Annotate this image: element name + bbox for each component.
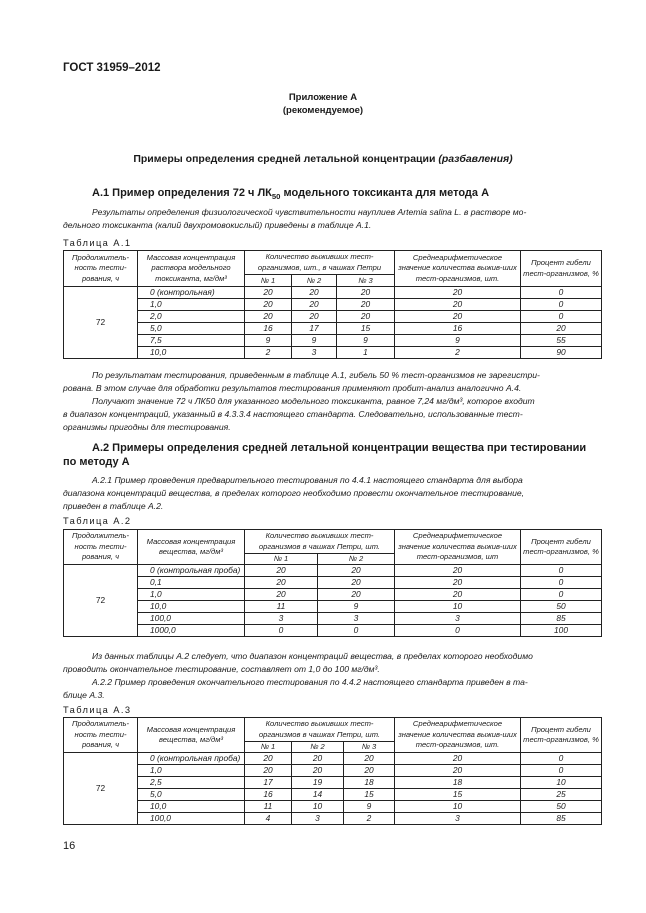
table-row — [64, 311, 602, 323]
table-cell-conc: 10,0 — [138, 601, 245, 613]
table-cell: 9 — [337, 335, 395, 347]
table-cell-conc: 0 (контрольная проба) — [138, 565, 245, 577]
table-row — [64, 601, 602, 613]
table1-header-death: Процент гибели тест-организмов, % — [521, 251, 602, 287]
t1-note-p2-line2: в диапазон концентраций, указанный в 4.3.3.4 настоящего стандарта. Следовательно, использованные тест- — [63, 409, 523, 419]
table-row — [64, 577, 602, 589]
table-cell-conc: 0,1 — [138, 577, 245, 589]
table-cell: 3 — [395, 813, 521, 825]
table2-header-conc: Массовая концентрация вещества, мг/дм³ — [138, 530, 245, 565]
table-row — [64, 789, 602, 801]
table-cell: 100 — [521, 625, 602, 637]
table-cell: 20 — [245, 287, 292, 299]
table-cell: 20 — [521, 323, 602, 335]
t1-note-p1-line1: По результатам тестирования, приведенным в таблице А.1, гибель 50 % тест-организмов не зарегистри- — [92, 370, 540, 380]
table-cell: 9 — [344, 801, 395, 813]
table-cell: 2 — [245, 347, 292, 359]
section-title-main: Примеры определения средней летальной концентрации — [133, 153, 439, 165]
heading-a1-pre: А.1 Пример определения 72 ч ЛК — [92, 187, 272, 199]
table-cell: 20 — [292, 287, 337, 299]
table-cell: 14 — [292, 789, 344, 801]
table-cell: 20 — [318, 577, 395, 589]
table-cell: 20 — [245, 765, 292, 777]
table-row — [64, 801, 602, 813]
table-cell: 20 — [395, 299, 521, 311]
table2-header-survivors: Количество выживших тест-организмов в чашках Петри, шт. — [245, 530, 395, 554]
page-number: 16 — [63, 840, 76, 852]
table-cell: 18 — [395, 777, 521, 789]
table-row — [64, 589, 602, 601]
table-cell: 85 — [521, 813, 602, 825]
t2-note-p2-line2: блице А.3. — [63, 690, 105, 700]
table-cell: 85 — [521, 613, 602, 625]
table2-header-death: Процент гибели тест-организмов, % — [521, 530, 602, 565]
table-cell: 0 — [521, 287, 602, 299]
table-cell: 4 — [245, 813, 292, 825]
table-row — [64, 347, 602, 359]
table1-header-row — [64, 251, 602, 275]
heading-a1-sub: 50 — [271, 192, 281, 202]
table-cell: 20 — [318, 589, 395, 601]
table-cell-conc: 10,0 — [138, 347, 245, 359]
table3-header-duration: Продолжитель-ность тести-рования, ч — [64, 718, 138, 753]
table-cell: 20 — [245, 589, 318, 601]
appendix-subtitle: (рекомендуемое) — [282, 105, 364, 116]
table-cell: 16 — [245, 323, 292, 335]
table-cell: 16 — [395, 323, 521, 335]
table-cell-conc: 7,5 — [138, 335, 245, 347]
table-cell: 20 — [292, 311, 337, 323]
table-cell: 9 — [395, 335, 521, 347]
table-cell: 10 — [521, 777, 602, 789]
table-cell: 20 — [292, 765, 344, 777]
document-code: ГОСТ 31959–2012 — [63, 62, 161, 74]
table-cell: 17 — [292, 323, 337, 335]
table3-header-death: Процент гибели тест-организмов, % — [521, 718, 602, 753]
table3-header-conc: Массовая концентрация вещества, мг/дм³ — [138, 718, 245, 753]
table-cell: 0 — [318, 625, 395, 637]
table2-header-duration: Продолжитель-ность тести-рования, ч — [64, 530, 138, 565]
table-cell: 0 — [521, 753, 602, 765]
table-cell: 20 — [395, 287, 521, 299]
table-cell: 15 — [395, 789, 521, 801]
table3-header-row — [64, 718, 602, 742]
table2-header-row — [64, 530, 602, 554]
table-cell: 10 — [292, 801, 344, 813]
t1-note-p1-line2: рована. В этом случае для обработки результатов тестирования применяют пробит-анализ аналогично А.4. — [63, 383, 522, 393]
a1-intro-line1: Результаты определения физиологической чувствительности науплиев Artemia salina L. в растворе мо- — [92, 207, 527, 217]
table-cell: 20 — [395, 577, 521, 589]
table3-header-mean: Среднеарифметическое значение количества выжив-ших тест-организмов, шт. — [395, 718, 521, 753]
table-cell: 20 — [245, 299, 292, 311]
table-cell-conc: 1,0 — [138, 765, 245, 777]
table-cell: 0 — [395, 625, 521, 637]
table1-header-survivors: Количество выживших тест-организмов, шт., в чашках Петри — [245, 251, 395, 275]
table-cell: 20 — [395, 753, 521, 765]
t1-note-p2-line1: Получают значение 72 ч ЛК50 для указанного модельного токсиканта, равное 7,24 мг/дм³, которое входит — [92, 396, 535, 406]
table-cell: 50 — [521, 801, 602, 813]
table-cell-conc: 10,0 — [138, 801, 245, 813]
table-row — [64, 625, 602, 637]
t1-note-p2-line3: организмы пригодны для тестирования. — [63, 422, 231, 432]
table-cell: 20 — [292, 299, 337, 311]
table-cell: 0 — [521, 299, 602, 311]
table-cell-conc: 2,0 — [138, 311, 245, 323]
table-row — [64, 753, 602, 765]
table-cell-conc: 5,0 — [138, 323, 245, 335]
table-cell: 19 — [292, 777, 344, 789]
table-cell: 15 — [344, 789, 395, 801]
table-cell: 3 — [292, 347, 337, 359]
table1-header-mean: Среднеарифметическое значение количества выжив-ших тест-организмов, шт. — [395, 251, 521, 287]
table-cell: 55 — [521, 335, 602, 347]
table-cell: 25 — [521, 789, 602, 801]
table-cell: 2 — [395, 347, 521, 359]
section-title — [0, 153, 646, 165]
table3 — [63, 717, 602, 825]
table-cell: 10 — [395, 801, 521, 813]
a2-p1-line2: диапазона концентраций вещества, в пределах которого необходимо провести окончательное тестирование, — [63, 488, 525, 498]
table-cell: 20 — [245, 311, 292, 323]
table-cell: 20 — [245, 565, 318, 577]
table-cell: 20 — [292, 753, 344, 765]
table3-dish-1: № 1 — [245, 742, 292, 753]
table-row — [64, 299, 602, 311]
table1-header-duration: Продолжитель-ность тести-рования, ч — [64, 251, 138, 287]
table-cell: 0 — [521, 765, 602, 777]
table-cell: 3 — [292, 813, 344, 825]
table2-dish-1: № 1 — [245, 554, 318, 565]
table-cell: 20 — [344, 753, 395, 765]
table-cell: 20 — [395, 311, 521, 323]
table1-caption: Таблица А.1 — [63, 238, 132, 248]
table-row — [64, 287, 602, 299]
table1-dish-1: № 1 — [245, 275, 292, 287]
table-cell: 3 — [318, 613, 395, 625]
t2-note-p2-line1: А.2.2 Пример проведения окончательного тестирования по 4.4.2 настоящего стандарта приведен в та- — [92, 677, 528, 687]
table-cell: 11 — [245, 801, 292, 813]
section-title-italic: (разбавления) — [438, 153, 513, 165]
table2-dish-2: № 2 — [318, 554, 395, 565]
t2-note-p1-line1: Из данных таблицы А.2 следует, что диапазон концентраций вещества, в пределах которого необходимо — [92, 651, 533, 661]
table-cell: 20 — [337, 287, 395, 299]
table-cell: 2 — [344, 813, 395, 825]
a2-p1-line1: А.2.1 Пример проведения предварительного тестирования по 4.4.1 настоящего стандарта для выбора — [92, 475, 523, 485]
table-cell: 17 — [245, 777, 292, 789]
table-row — [64, 813, 602, 825]
t2-note-p1-line2: проводить окончательное тестирование, составляет от 1,0 до 100 мг/дм³. — [63, 664, 380, 674]
table-cell-conc: 1000,0 — [138, 625, 245, 637]
table-cell: 15 — [337, 323, 395, 335]
table-cell-conc: 2,5 — [138, 777, 245, 789]
heading-a2-line2: по методу А — [63, 456, 130, 468]
table-cell: 0 — [521, 311, 602, 323]
heading-a2-line1: А.2 Примеры определения средней летальной концентрации вещества при тестировании — [92, 442, 587, 454]
heading-a1-post: модельного токсиканта для метода А — [280, 187, 490, 199]
table-cell-conc: 100,0 — [138, 613, 245, 625]
table3-duration: 72 — [64, 753, 138, 825]
table1-header-conc: Массовая концентрация раствора модельного токсиканта, мг/дм³ — [138, 251, 245, 287]
table-cell-conc: 5,0 — [138, 789, 245, 801]
a1-intro-line2: дельного токсиканта (калий двухромовокислый) приведены в таблице А.1. — [63, 220, 372, 230]
table-row — [64, 335, 602, 347]
table-cell: 9 — [292, 335, 337, 347]
table-row — [64, 323, 602, 335]
table-cell-conc: 0 (контрольная проба) — [138, 753, 245, 765]
heading-a1 — [92, 186, 604, 200]
table-cell-conc: 0 (контрольная) — [138, 287, 245, 299]
table2-caption: Таблица А.2 — [63, 516, 132, 526]
table-cell: 20 — [395, 565, 521, 577]
table2 — [63, 529, 602, 637]
table-cell: 11 — [245, 601, 318, 613]
table-cell: 50 — [521, 601, 602, 613]
table-cell: 20 — [245, 753, 292, 765]
table-cell: 0 — [521, 565, 602, 577]
table1 — [63, 250, 602, 359]
table-cell: 20 — [245, 577, 318, 589]
table-cell: 0 — [521, 577, 602, 589]
table-cell-conc: 100,0 — [138, 813, 245, 825]
table-row — [64, 613, 602, 625]
table-row — [64, 765, 602, 777]
table-cell: 18 — [344, 777, 395, 789]
table3-dish-2: № 2 — [292, 742, 344, 753]
table-cell: 0 — [245, 625, 318, 637]
table1-dish-3: № 3 — [337, 275, 395, 287]
table-cell: 0 — [521, 589, 602, 601]
table-cell: 20 — [395, 589, 521, 601]
table1-dish-2: № 2 — [292, 275, 337, 287]
table-cell: 9 — [318, 601, 395, 613]
a2-p1-line3: приведен в таблице А.2. — [63, 501, 164, 511]
table-cell: 9 — [245, 335, 292, 347]
table-cell: 20 — [344, 765, 395, 777]
appendix-title: Приложение А — [288, 92, 358, 103]
table-cell: 20 — [337, 311, 395, 323]
table3-dish-3: № 3 — [344, 742, 395, 753]
table-row — [64, 777, 602, 789]
table-cell: 1 — [337, 347, 395, 359]
table-cell: 90 — [521, 347, 602, 359]
table-cell: 20 — [395, 765, 521, 777]
table3-caption: Таблица А.3 — [63, 705, 132, 715]
table2-duration: 72 — [64, 565, 138, 637]
table2-header-mean: Среднеарифметическое значение количества выжив-ших тест-организмов, шт — [395, 530, 521, 565]
table-cell: 20 — [318, 565, 395, 577]
table-row — [64, 565, 602, 577]
table3-header-survivors: Количество выживших тест-организмов в чашках Петри, шт. — [245, 718, 395, 742]
table-cell-conc: 1,0 — [138, 299, 245, 311]
table-cell: 3 — [245, 613, 318, 625]
table-cell: 16 — [245, 789, 292, 801]
table1-duration: 72 — [64, 287, 138, 359]
table-cell-conc: 1,0 — [138, 589, 245, 601]
table-cell: 10 — [395, 601, 521, 613]
table-cell: 3 — [395, 613, 521, 625]
table-cell: 20 — [337, 299, 395, 311]
